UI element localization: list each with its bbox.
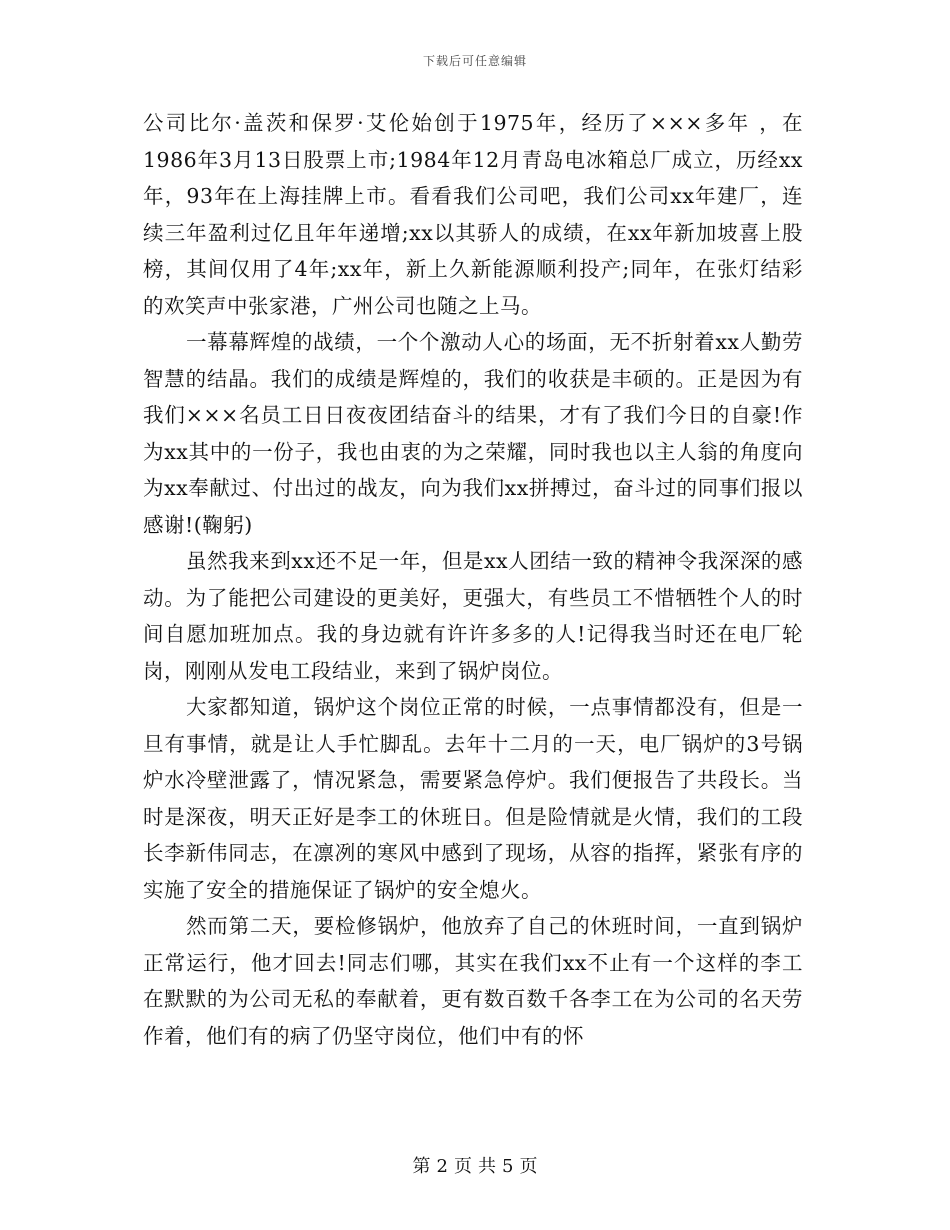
paragraph: 一幕幕辉煌的战绩，一个个激动人心的场面，无不折射着xx人勤劳智慧的结晶。我们的成绩是辉煌的，我们的收获是丰硕的。正是因为有我们×××名员工日日夜夜团结奋斗的结果，才有了我们今日的自豪!作为xx其中的一份子，我也由衷的为之荣耀，同时我也以主人翁的角度向为xx奉献过、付出过的战友，向为我们xx拼搏过，奋斗过的同事们报以感谢!(鞠躬) (143, 330, 803, 537)
current-page-number: 2 (436, 1156, 448, 1177)
footer-total-word: 共 (478, 1156, 496, 1177)
document-body (143, 105, 803, 1054)
page-header: 下载后可任意编辑 (422, 54, 527, 68)
paragraph: 虽然我来到xx还不足一年，但是xx人团结一致的精神令我深深的感动。为了能把公司建设的更美好，更强大，有些员工不惜牺牲个人的时间自愿加班加点。我的身边就有许许多多的人!记得我当时还在电厂轮岗，刚刚从发电工段结业，来到了锅炉岗位。 (143, 549, 803, 683)
page-footer (0, 1152, 950, 1178)
total-page-count: 5 (502, 1156, 514, 1177)
paragraph: 公司比尔·盖茨和保罗·艾伦始创于1975年，经历了×××多年 ，在1986年3月13日股票上市;1984年12月青岛电冰箱总厂成立，历经xx年，93年在上海挂牌上市。看看我们公司吧，我们公司xx年建厂，连续三年盈利过亿且年年递增;xx以其骄人的成绩，在xx年新加坡喜上股榜，其间仅用了4年;xx年，新上久新能源顺利投产;同年，在张灯结彩的欢笑声中张家港，广州公司也随之上马。 (143, 111, 803, 318)
footer-page-word: 页 (454, 1156, 472, 1177)
footer-prefix: 第 (412, 1156, 431, 1177)
paragraph: 然而第二天，要检修锅炉，他放弃了自己的休班时间，一直到锅炉正常运行，他才回去!同志们哪，其实在我们xx不止有一个这样的李工在默默的为公司无私的奉献着，更有数百数千各李工在为公司的名天劳作着，他们有的病了仍坚守岗位，他们中有的怀 (143, 914, 803, 1048)
paragraph: 大家都知道，锅炉这个岗位正常的时候，一点事情都没有，但是一旦有事情，就是让人手忙脚乱。去年十二月的一天，电厂锅炉的3号锅炉水冷壁泄露了，情况紧急，需要紧急停炉。我们便报告了共段长。当时是深夜，明天正好是李工的休班日。但是险情就是火情，我们的工段长李新伟同志，在凛冽的寒风中感到了现场，从容的指挥，紧张有序的实施了安全的措施保证了锅炉的安全熄火。 (143, 695, 803, 902)
footer-suffix: 页 (519, 1156, 538, 1177)
